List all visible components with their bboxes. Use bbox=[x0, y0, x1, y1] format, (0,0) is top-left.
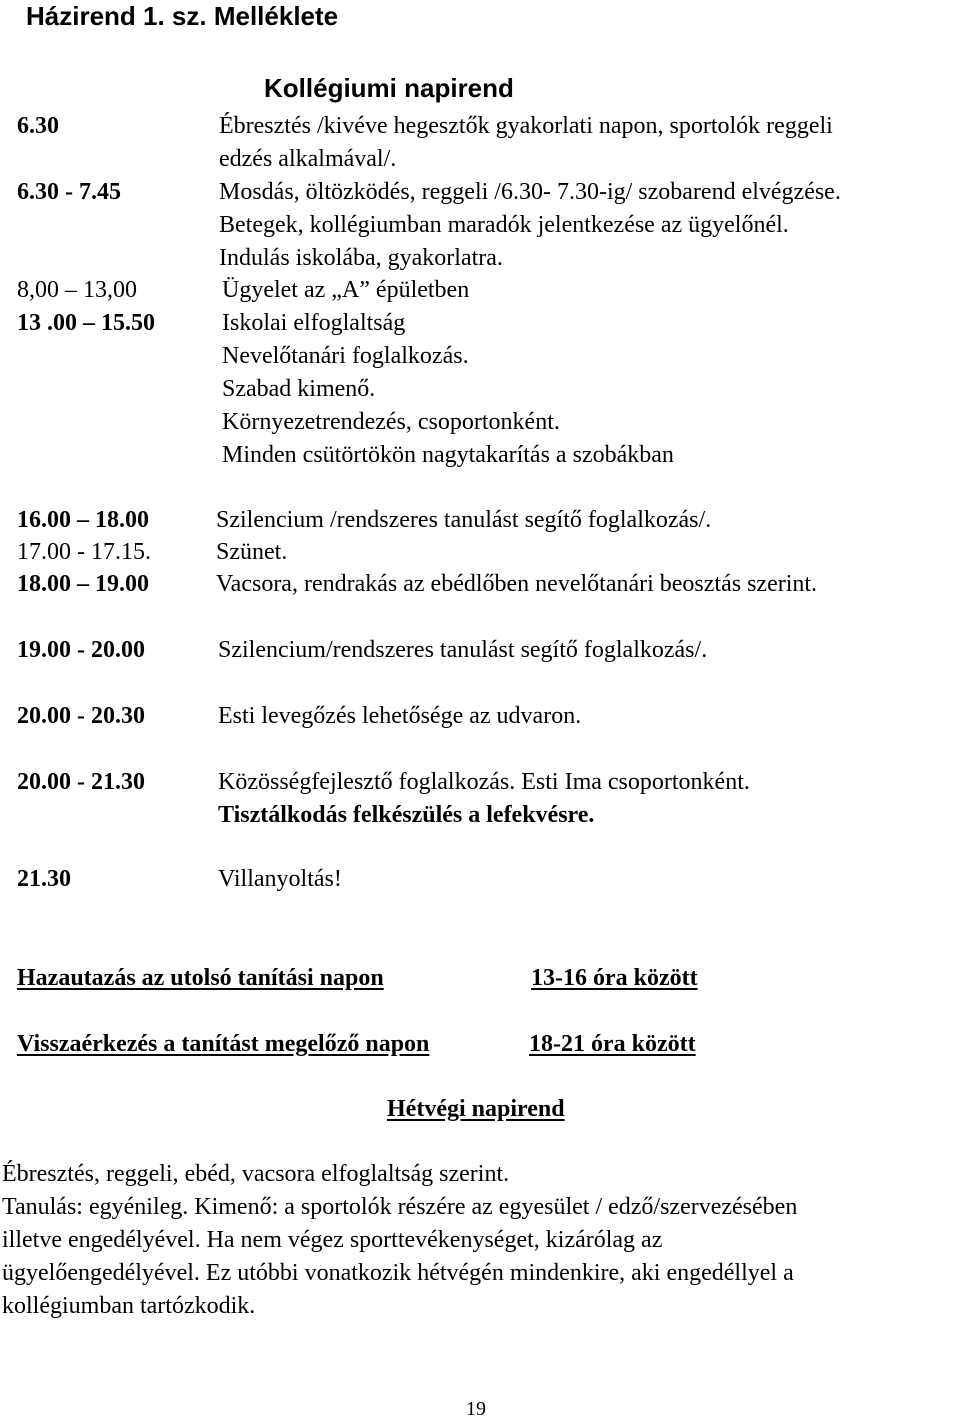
schedule-activity: Nevelőtanári foglalkozás. bbox=[222, 343, 469, 369]
weekend-line: kollégiumban tartózkodik. bbox=[2, 1293, 256, 1319]
schedule-activity: Iskolai elfoglaltság bbox=[222, 310, 406, 336]
document-title: Házirend 1. sz. Melléklete bbox=[26, 1, 339, 31]
schedule-time: 19.00 - 20.00 bbox=[17, 637, 145, 663]
weekend-line: ügyelőengedélyével. Ez utóbbi vonatkozik hétvégén mindenkire, aki engedéllyel a bbox=[2, 1260, 794, 1286]
schedule-activity: edzés alkalmával/. bbox=[219, 146, 397, 172]
schedule-activity: Szünet. bbox=[216, 539, 288, 565]
weekend-line: Tanulás: egyénileg. Kimenő: a sportolók részére az egyesület / edző/szervezésében bbox=[2, 1194, 798, 1220]
schedule-time: 17.00 - 17.15. bbox=[17, 539, 151, 565]
schedule-time: 6.30 - 7.45 bbox=[17, 179, 121, 205]
departure-label: Hazautazás az utolsó tanítási napon bbox=[17, 965, 384, 991]
schedule-time: 16.00 – 18.00 bbox=[17, 507, 149, 533]
schedule-activity: Környezetrendezés, csoportonként. bbox=[222, 409, 560, 435]
schedule-activity: Ügyelet az „A” épületben bbox=[222, 277, 470, 303]
schedule-activity: Közösségfejlesztő foglalkozás. Esti Ima csoportonként. bbox=[218, 769, 750, 795]
schedule-activity: Mosdás, öltözködés, reggeli /6.30- 7.30-ig/ szobarend elvégzése. bbox=[219, 179, 841, 205]
schedule-activity: Szilencium /rendszeres tanulást segítő foglalkozás/. bbox=[216, 507, 712, 533]
schedule-title: Kollégiumi napirend bbox=[264, 73, 514, 103]
schedule-activity: Betegek, kollégiumban maradók jelentkezése az ügyelőnél. bbox=[219, 212, 789, 238]
page-number: 19 bbox=[466, 1398, 486, 1420]
schedule-activity: Szilencium/rendszeres tanulást segítő foglalkozás/. bbox=[218, 637, 708, 663]
schedule-time: 13 .00 – 15.50 bbox=[17, 310, 155, 336]
return-label: Visszaérkezés a tanítást megelőző napon bbox=[17, 1031, 430, 1057]
schedule-activity: Tisztálkodás felkészülés a lefekvésre. bbox=[218, 802, 595, 828]
schedule-time: 6.30 bbox=[17, 113, 59, 139]
schedule-time: 8,00 – 13,00 bbox=[17, 277, 137, 303]
schedule-activity: Vacsora, rendrakás az ebédlőben nevelőtanári beosztás szerint. bbox=[216, 571, 818, 597]
weekend-line: illetve engedélyével. Ha nem végez sporttevékenységet, kizárólag az bbox=[2, 1227, 663, 1253]
schedule-activity: Szabad kimenő. bbox=[222, 376, 376, 402]
schedule-time: 21.30 bbox=[17, 866, 71, 892]
schedule-time: 20.00 - 21.30 bbox=[17, 769, 145, 795]
return-time: 18-21 óra között bbox=[529, 1031, 696, 1057]
schedule-time: 18.00 – 19.00 bbox=[17, 571, 149, 597]
schedule-activity: Minden csütörtökön nagytakarítás a szobákban bbox=[222, 442, 674, 468]
weekend-line: Ébresztés, reggeli, ebéd, vacsora elfoglaltság szerint. bbox=[2, 1161, 510, 1187]
schedule-time: 20.00 - 20.30 bbox=[17, 703, 145, 729]
schedule-activity: Indulás iskolába, gyakorlatra. bbox=[219, 245, 503, 271]
schedule-activity: Esti levegőzés lehetősége az udvaron. bbox=[218, 703, 582, 729]
schedule-activity: Villanyoltás! bbox=[218, 866, 342, 892]
schedule-activity: Ébresztés /kivéve hegesztők gyakorlati napon, sportolók reggeli bbox=[219, 113, 833, 139]
departure-time: 13-16 óra között bbox=[531, 965, 698, 991]
weekend-title: Hétvégi napirend bbox=[387, 1096, 565, 1122]
